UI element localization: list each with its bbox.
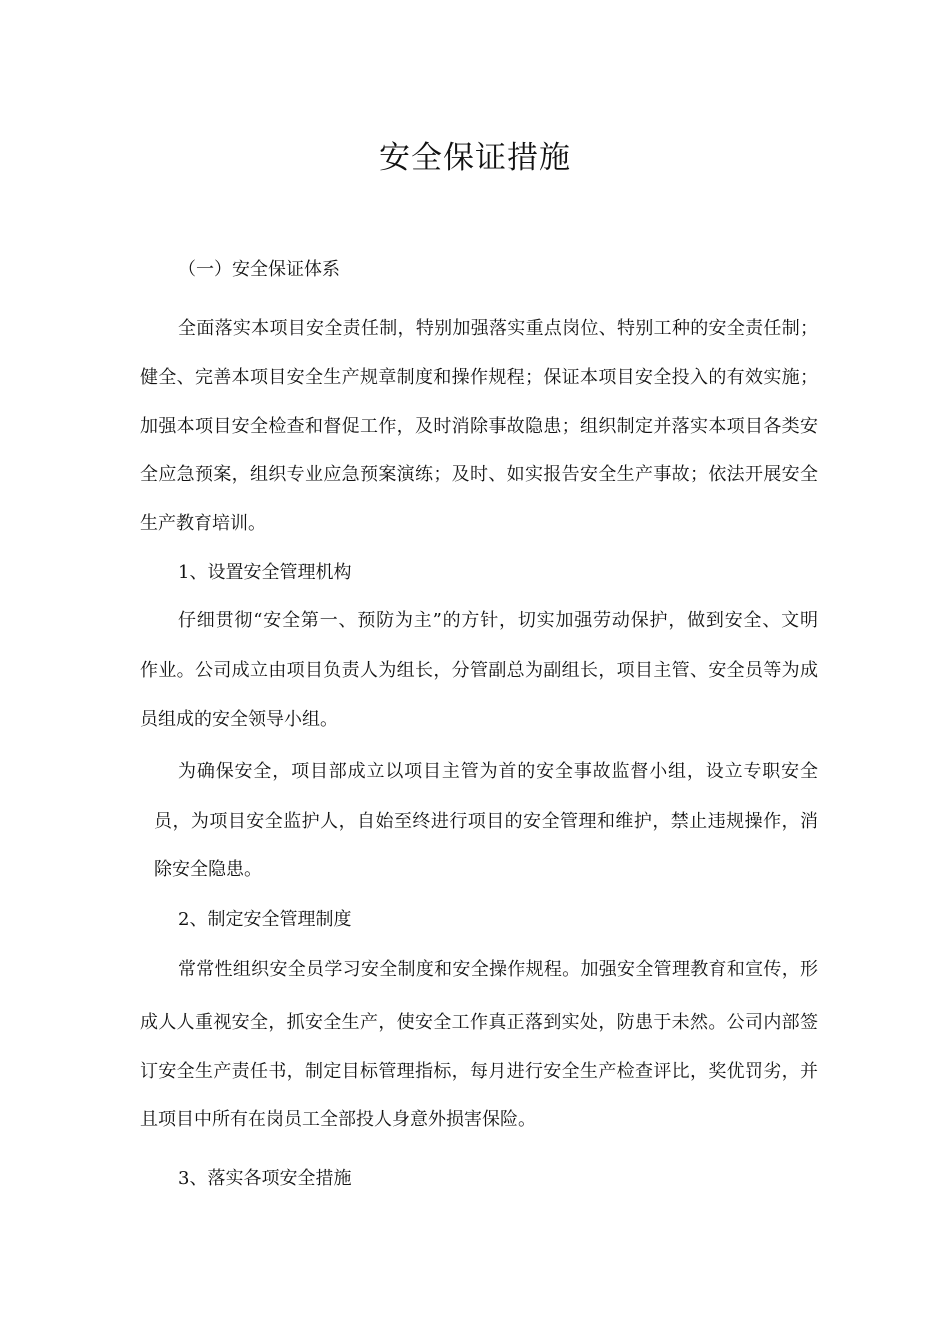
paragraph-line: 健全、完善本项目安全生产规章制度和操作规程；保证本项目安全投入的有效实施；: [140, 367, 818, 388]
paragraph-line: 员，为项目安全监护人，自始至终进行项目的安全管理和维护，禁止违规操作，消: [154, 811, 818, 832]
paragraph-line: 加强本项目安全检查和督促工作，及时消除事故隐患；组织制定并落实本项目各类安: [140, 416, 818, 437]
section-heading: （一）安全保证体系: [178, 259, 340, 280]
paragraph-line: 且项目中所有在岗员工全部投人身意外损害保险。: [140, 1109, 536, 1130]
paragraph-line: 生产教育培训。: [140, 513, 266, 534]
document-title: 安全保证措施: [379, 140, 571, 176]
paragraph-line: 仔细贯彻“安全第一、预防为主”的方针，切实加强劳动保护，做到安全、文明: [178, 610, 818, 631]
paragraph-line: 全应急预案，组织专业应急预案演练；及时、如实报告安全生产事故；依法开展安全: [140, 464, 818, 485]
subsection-heading: 3、落实各项安全措施: [178, 1168, 352, 1189]
paragraph-line: 为确保安全，项目部成立以项目主管为首的安全事故监督小组，设立专职安全: [178, 761, 818, 782]
paragraph-line: 员组成的安全领导小组。: [140, 709, 338, 730]
subsection-heading: 1、设置安全管理机构: [178, 562, 352, 583]
paragraph-line: 成人人重视安全，抓安全生产，使安全工作真正落到实处，防患于未然。公司内部签: [140, 1012, 818, 1033]
paragraph-line: 全面落实本项目安全责任制，特别加强落实重点岗位、特别工种的安全责任制；: [178, 318, 818, 339]
paragraph-line: 常常性组织安全员学习安全制度和安全操作规程。加强安全管理教育和宣传，形: [178, 959, 818, 980]
paragraph-line: 作业。公司成立由项目负责人为组长，分管副总为副组长，项目主管、安全员等为成: [140, 660, 818, 681]
paragraph-line: 除安全隐患。: [154, 859, 262, 880]
paragraph-line: 订安全生产责任书，制定目标管理指标，每月进行安全生产检查评比，奖优罚劣，并: [140, 1061, 818, 1082]
subsection-heading: 2、制定安全管理制度: [178, 909, 352, 930]
